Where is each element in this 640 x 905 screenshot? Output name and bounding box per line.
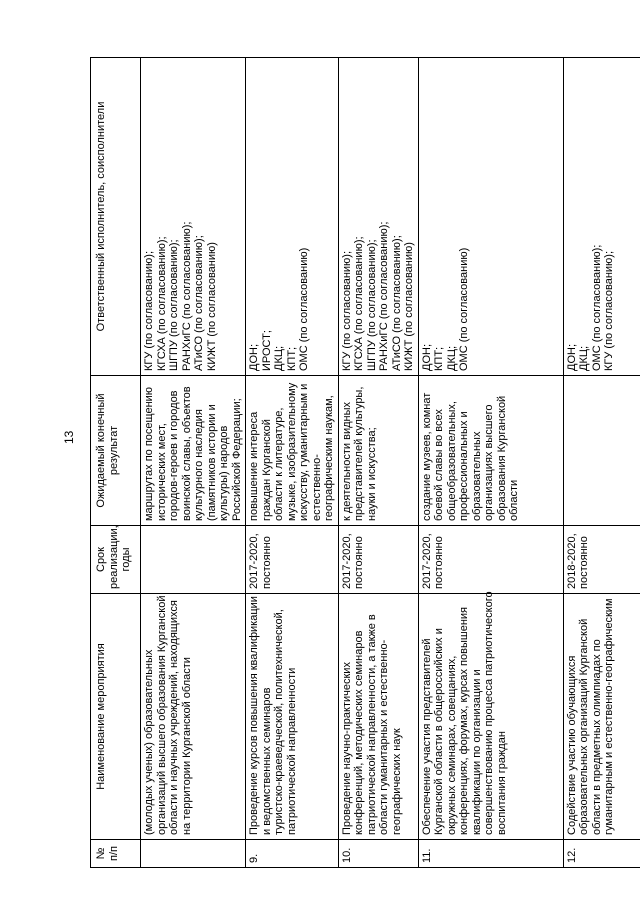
cell-line: Проведение курсов повышения квалификации xyxy=(248,596,260,835)
cell-line: воспитания граждан xyxy=(495,731,508,835)
cell-line: квалификации по организации и xyxy=(470,669,483,835)
cell-line: области xyxy=(508,479,520,521)
cell-line: культурного наследия xyxy=(193,409,205,521)
cell-line: постоянно xyxy=(578,536,590,589)
cell-line: естественно- xyxy=(310,454,323,521)
cell-line: АТиСО (по согласованию); xyxy=(193,235,205,371)
cell-line: ДОН; xyxy=(420,343,433,371)
cell-line: гуманитарным и естественно-географическим xyxy=(603,598,615,835)
cell-num: 11. xyxy=(418,840,563,868)
cell-line: туристско-краеведческой, политехнической, xyxy=(273,609,285,835)
cell-line: АТиСО (по согласованию); xyxy=(390,235,403,371)
cell-term xyxy=(563,526,640,594)
cell-line: к деятельности видных xyxy=(340,402,353,521)
cell-event xyxy=(563,594,640,840)
table-row xyxy=(246,58,339,868)
cell-event xyxy=(418,591,563,840)
cell-responsible xyxy=(563,58,640,376)
cell-line: географических наук xyxy=(390,728,403,835)
cell-line: КПТ; xyxy=(285,346,298,371)
cell-line: исторических мест, xyxy=(155,423,168,521)
table-row xyxy=(563,58,640,868)
header-responsible: Ответственный исполнитель, соисполнители xyxy=(91,58,141,376)
cell-line: (молодых ученых) образовательных xyxy=(143,649,155,835)
cell-line: КГУ (по согласованию); xyxy=(340,250,353,371)
cell-line: Проведение научно-практических xyxy=(340,662,353,835)
cell-term xyxy=(338,526,418,594)
cell-line: организациях высшего xyxy=(483,404,495,521)
rotated-table-wrapper xyxy=(90,58,615,868)
cell-line: постоянно xyxy=(433,536,445,589)
cell-term xyxy=(418,526,563,594)
cell-line: области в предметных олимпиадах по xyxy=(590,639,603,835)
events-table xyxy=(90,57,640,868)
cell-line: РАНХиГС (по согласованию); xyxy=(180,221,193,371)
cell-num xyxy=(141,840,246,868)
cell-line: организаций высшего образования Курганской xyxy=(155,595,168,835)
cell-line: патриотической направленности xyxy=(285,667,298,835)
cell-line: ШГПУ (по согласованию); xyxy=(168,239,180,371)
cell-result xyxy=(563,376,640,526)
cell-line: РАНХиГС (по согласованию); xyxy=(378,221,390,371)
cell-line: ШГПУ (по согласованию); xyxy=(365,239,378,371)
cell-line: образовательных xyxy=(470,431,483,521)
cell-responsible xyxy=(246,58,339,376)
cell-line: ДОН; xyxy=(565,343,578,371)
cell-line: конференциях, форумах, курсах повышения xyxy=(458,607,470,835)
cell-line: граждан Курганской xyxy=(260,419,273,521)
cell-line: Российской Федерации; xyxy=(230,398,243,521)
cell-line: области и научных учреждений, находящихся xyxy=(168,600,180,835)
table-row xyxy=(141,58,246,868)
cell-line: КИЖТ (по согласованию) xyxy=(205,242,218,371)
cell-line: патриотической направленности, а также в xyxy=(365,614,378,835)
cell-line: области гуманитарных и естественно- xyxy=(378,639,390,835)
cell-responsible xyxy=(141,58,246,376)
cell-line: ОМС (по согласованию); xyxy=(590,244,603,371)
cell-line: ОМС (по согласованию) xyxy=(458,247,470,371)
cell-num: 9. xyxy=(246,840,339,868)
cell-line: совершенствованию процесса патриотического xyxy=(483,591,495,835)
cell-line: 2017-2020, xyxy=(420,533,433,589)
cell-line: ИРОСТ; xyxy=(260,330,273,371)
cell-line: КГУ (по согласованию); xyxy=(603,250,615,371)
cell-result xyxy=(246,376,339,526)
cell-line: искусству, гуманитарным и xyxy=(298,383,310,521)
table-row xyxy=(418,58,563,868)
cell-line: профессиональных и xyxy=(458,411,470,521)
cell-term xyxy=(141,526,246,594)
cell-line: окружных семинарах, совещаниях, xyxy=(445,655,458,835)
cell-line: КИЖТ (по согласованию) xyxy=(403,242,415,371)
cell-line: КПТ; xyxy=(433,346,445,371)
cell-line: (памятников истории и xyxy=(205,404,218,521)
cell-line: Курганской области в общероссийских и xyxy=(433,628,445,835)
cell-line: представителей культуры, xyxy=(353,386,365,521)
cell-line: и ведомственных семинаров xyxy=(260,687,273,835)
cell-line: ДКЦ; xyxy=(445,345,458,371)
cell-line: повышение интереса xyxy=(248,411,260,521)
cell-responsible xyxy=(338,58,418,376)
cell-line: создание музеев, комнат xyxy=(420,392,433,521)
cell-line: образования Курганской xyxy=(495,395,508,521)
header-result: Ожидаемый конечный результат xyxy=(91,376,141,526)
cell-num: 12. xyxy=(563,840,640,868)
cell-line: КГУ (по согласованию); xyxy=(143,250,155,371)
cell-line: КГСХА (по согласованию); xyxy=(353,236,365,371)
header-event: Наименование мероприятия xyxy=(91,594,141,840)
cell-line: музыке, изобразительному xyxy=(285,382,298,521)
cell-line: Обеспечение участия представителей xyxy=(420,638,433,835)
cell-responsible xyxy=(418,58,563,376)
cell-line: городов-героев и городов xyxy=(168,390,180,521)
cell-line: постоянно xyxy=(353,536,365,589)
cell-line: области к литературе, xyxy=(273,407,285,521)
table-header-row xyxy=(91,58,141,868)
cell-line: ДОН; xyxy=(248,343,260,371)
cell-event xyxy=(246,594,339,840)
table-row xyxy=(338,58,418,868)
cell-line: постоянно xyxy=(260,536,273,589)
cell-result xyxy=(418,376,563,526)
cell-line: ДКЦ; xyxy=(273,345,285,371)
cell-result xyxy=(338,376,418,526)
cell-line: ДКЦ; xyxy=(578,345,590,371)
cell-line: Содействие участию обучающихся xyxy=(565,655,578,835)
cell-line: маршрутах по посещению xyxy=(143,386,155,521)
cell-line: ОМС (по согласованию) xyxy=(298,247,310,371)
cell-term xyxy=(246,526,339,594)
cell-line: 2017-2020, xyxy=(248,533,260,589)
cell-line: географическим наукам, xyxy=(323,395,335,521)
cell-line: общеобразовательных, xyxy=(445,401,458,521)
cell-line: воинской славы, объектов xyxy=(180,386,193,521)
cell-line: культуры) народов xyxy=(218,425,230,521)
cell-line: боевой славы во всех xyxy=(433,409,445,521)
cell-line: образовательных организаций Курганской xyxy=(578,618,590,835)
header-num: № п/п xyxy=(91,840,141,868)
cell-line: КГСХА (по согласованию); xyxy=(155,236,168,371)
cell-line: 2018-2020, xyxy=(565,533,578,589)
cell-event xyxy=(338,594,418,840)
cell-line: конференций, методических семинаров xyxy=(353,630,365,835)
cell-event xyxy=(141,594,246,840)
header-term: Срок реализации, годы xyxy=(91,526,141,594)
cell-result xyxy=(141,376,246,526)
cell-line: 2017-2020, xyxy=(340,533,353,589)
cell-line: науки и искусства; xyxy=(365,427,378,521)
page-number: 13 xyxy=(62,430,76,444)
cell-line: на территории Курганской области xyxy=(180,657,193,835)
cell-num: 10. xyxy=(338,840,418,868)
